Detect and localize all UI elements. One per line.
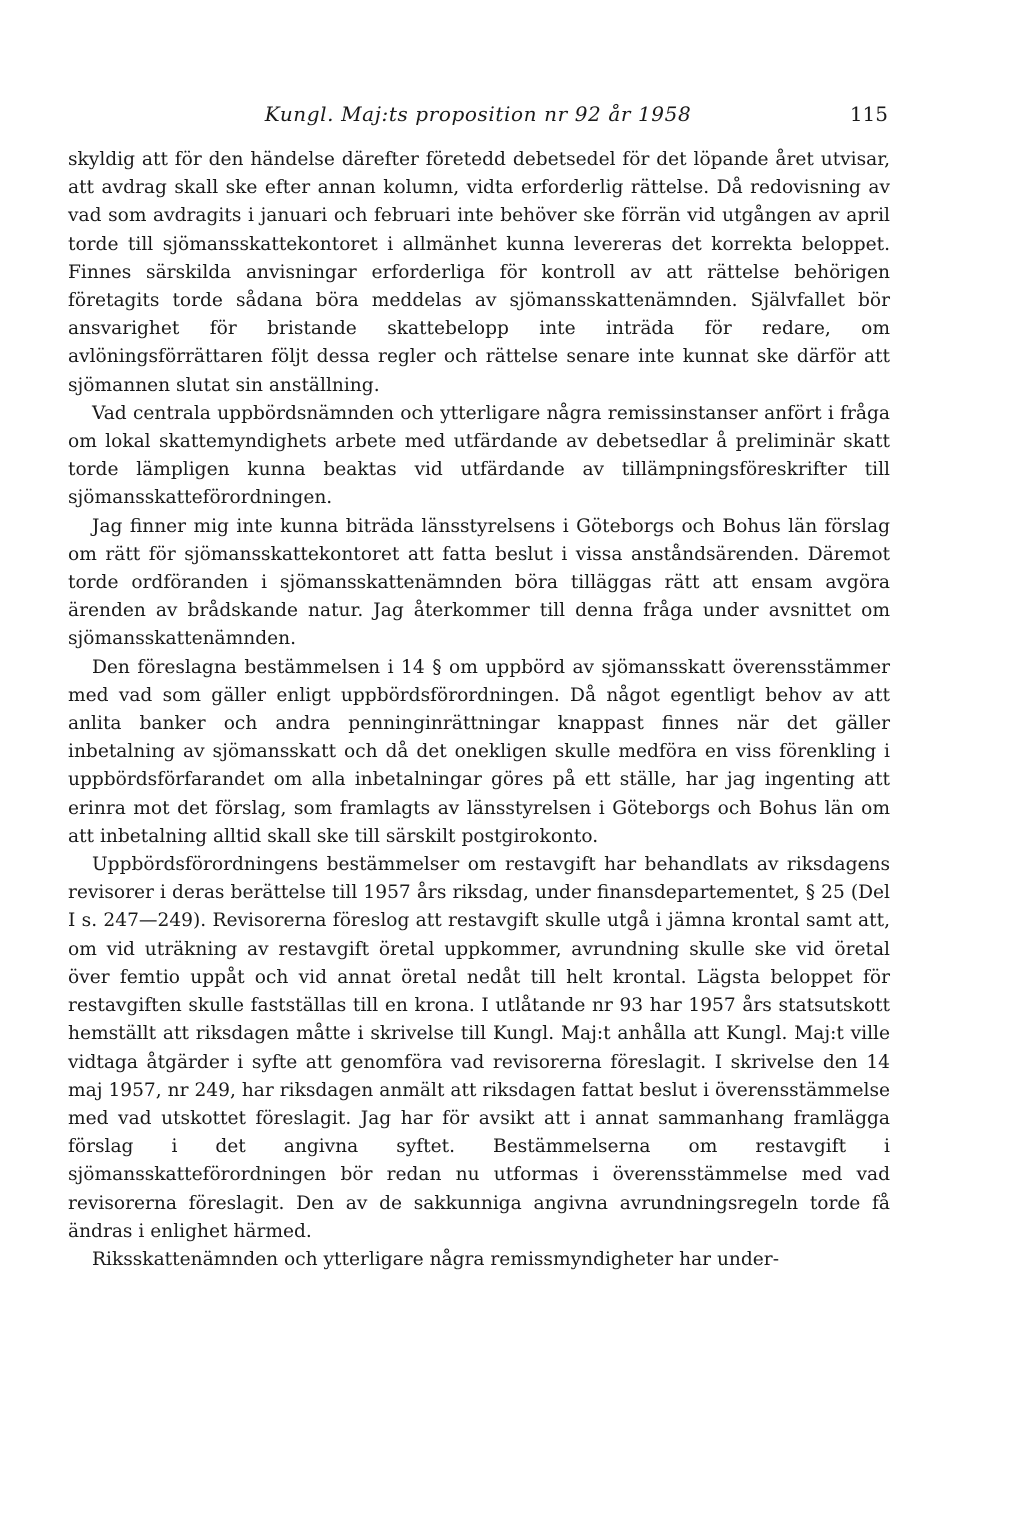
page-header: [68, 102, 888, 136]
paragraph-continued: skyldig att för den händelse därefter företedd debetsedel för det löpande året utvisar, att avdrag skall ske efter annan kolumn, vidta erforderlig rättelse. Då redovisning av vad som avdragits i januari och februari inte behöver ske förrän vid utgången av april torde till sjömansskattekontoret i allmänhet kunna levereras det korrekta beloppet. Finnes särskilda anvisningar erforderliga för kontroll av att rättelse behörigen företagits torde sådana böra meddelas av sjömansskattenämnden. Självfallet bör ansvarighet för bristande skattebelopp inte inträda för redare, om avlöningsförrättaren följt dessa regler och rättelse senare inte kunnat ske därför att sjömannen slutat sin anställning.: [68, 149, 890, 396]
paragraph: Uppbördsförordningens bestämmelser om restavgift har behandlats av riksdagens revisorer i deras berättelse till 1957 års riksdag, under finansdepartementet, § 25 (Del I s. 247—249). Revisorerna föreslog att restavgift skulle utgå i jämna krontal samt att, om vid uträkning av restavgift öretal uppkommer, avrundning skulle ske vid öretal över femtio uppåt och vid annat öretal nedåt till helt krontal. Lägsta beloppet för restavgiften skulle fastställas till en krona. I utlåtande nr 93 har 1957 års statsutskott hemställt att riksdagen måtte i skrivelse till Kungl. Maj:t anhålla att Kungl. Maj:t ville vidtaga åtgärder i syfte att genomföra vad revisorerna föreslagit. I skrivelse den 14 maj 1957, nr 249, har riksdagen anmält att riksdagen fattat beslut i överensstämmelse med vad utskottet föreslagit. Jag har för avsikt att i annat sammanhang framlägga förslag i det angivna syftet. Bestämmelserna om restavgift i sjömansskatteförordningen bör redan nu utformas i överensstämmelse med vad revisorerna föreslagit. Den av de sakkunniga angivna avrundningsregeln torde få ändras i enlighet härmed.: [68, 854, 890, 1242]
paragraph: Riksskattenämnden och ytterligare några remissmyndigheter har under-: [92, 1248, 779, 1270]
paragraph: Den föreslagna bestämmelsen i 14 § om uppbörd av sjömansskatt överensstämmer med vad som gäller enligt uppbördsförordningen. Då något egentligt behov av att anlita banker och andra penninginrättningar knappast finnes när det gäller inbetalning av sjömansskatt och då det onekligen skulle medföra en viss förenkling i uppbördsförfarandet om alla inbetalningar göres på ett ställe, har jag ingenting att erinra mot det förslag, som framlagts av länsstyrelsen i Göteborgs och Bohus län om att inbetalning alltid skall ske till särskilt postgirokonto.: [68, 656, 890, 847]
body-text: [68, 146, 890, 1274]
running-title: Kungl. Maj:ts proposition nr 92 år 1958: [264, 102, 692, 126]
paragraph: Jag finner mig inte kunna biträda länsstyrelsens i Göteborgs och Bohus län förslag om rätt för sjömansskattekontoret att fatta beslut i vissa anståndsärenden. Däremot torde ordföranden i sjömansskattenämnden böra tilläggas rätt att ensam avgöra ärenden av brådskande natur. Jag återkommer till denna fråga under avsnittet om sjömansskattenämnden.: [68, 515, 890, 650]
page-number: 115: [849, 102, 888, 126]
paragraph: Vad centrala uppbördsnämnden och ytterligare några remissinstanser anfört i fråga om lokal skattemyndighets arbete med utfärdande av debetsedlar å preliminär skatt torde lämpligen kunna beaktas vid utfärdande av tillämpningsföreskrifter till sjömansskatteförordningen.: [68, 402, 890, 509]
